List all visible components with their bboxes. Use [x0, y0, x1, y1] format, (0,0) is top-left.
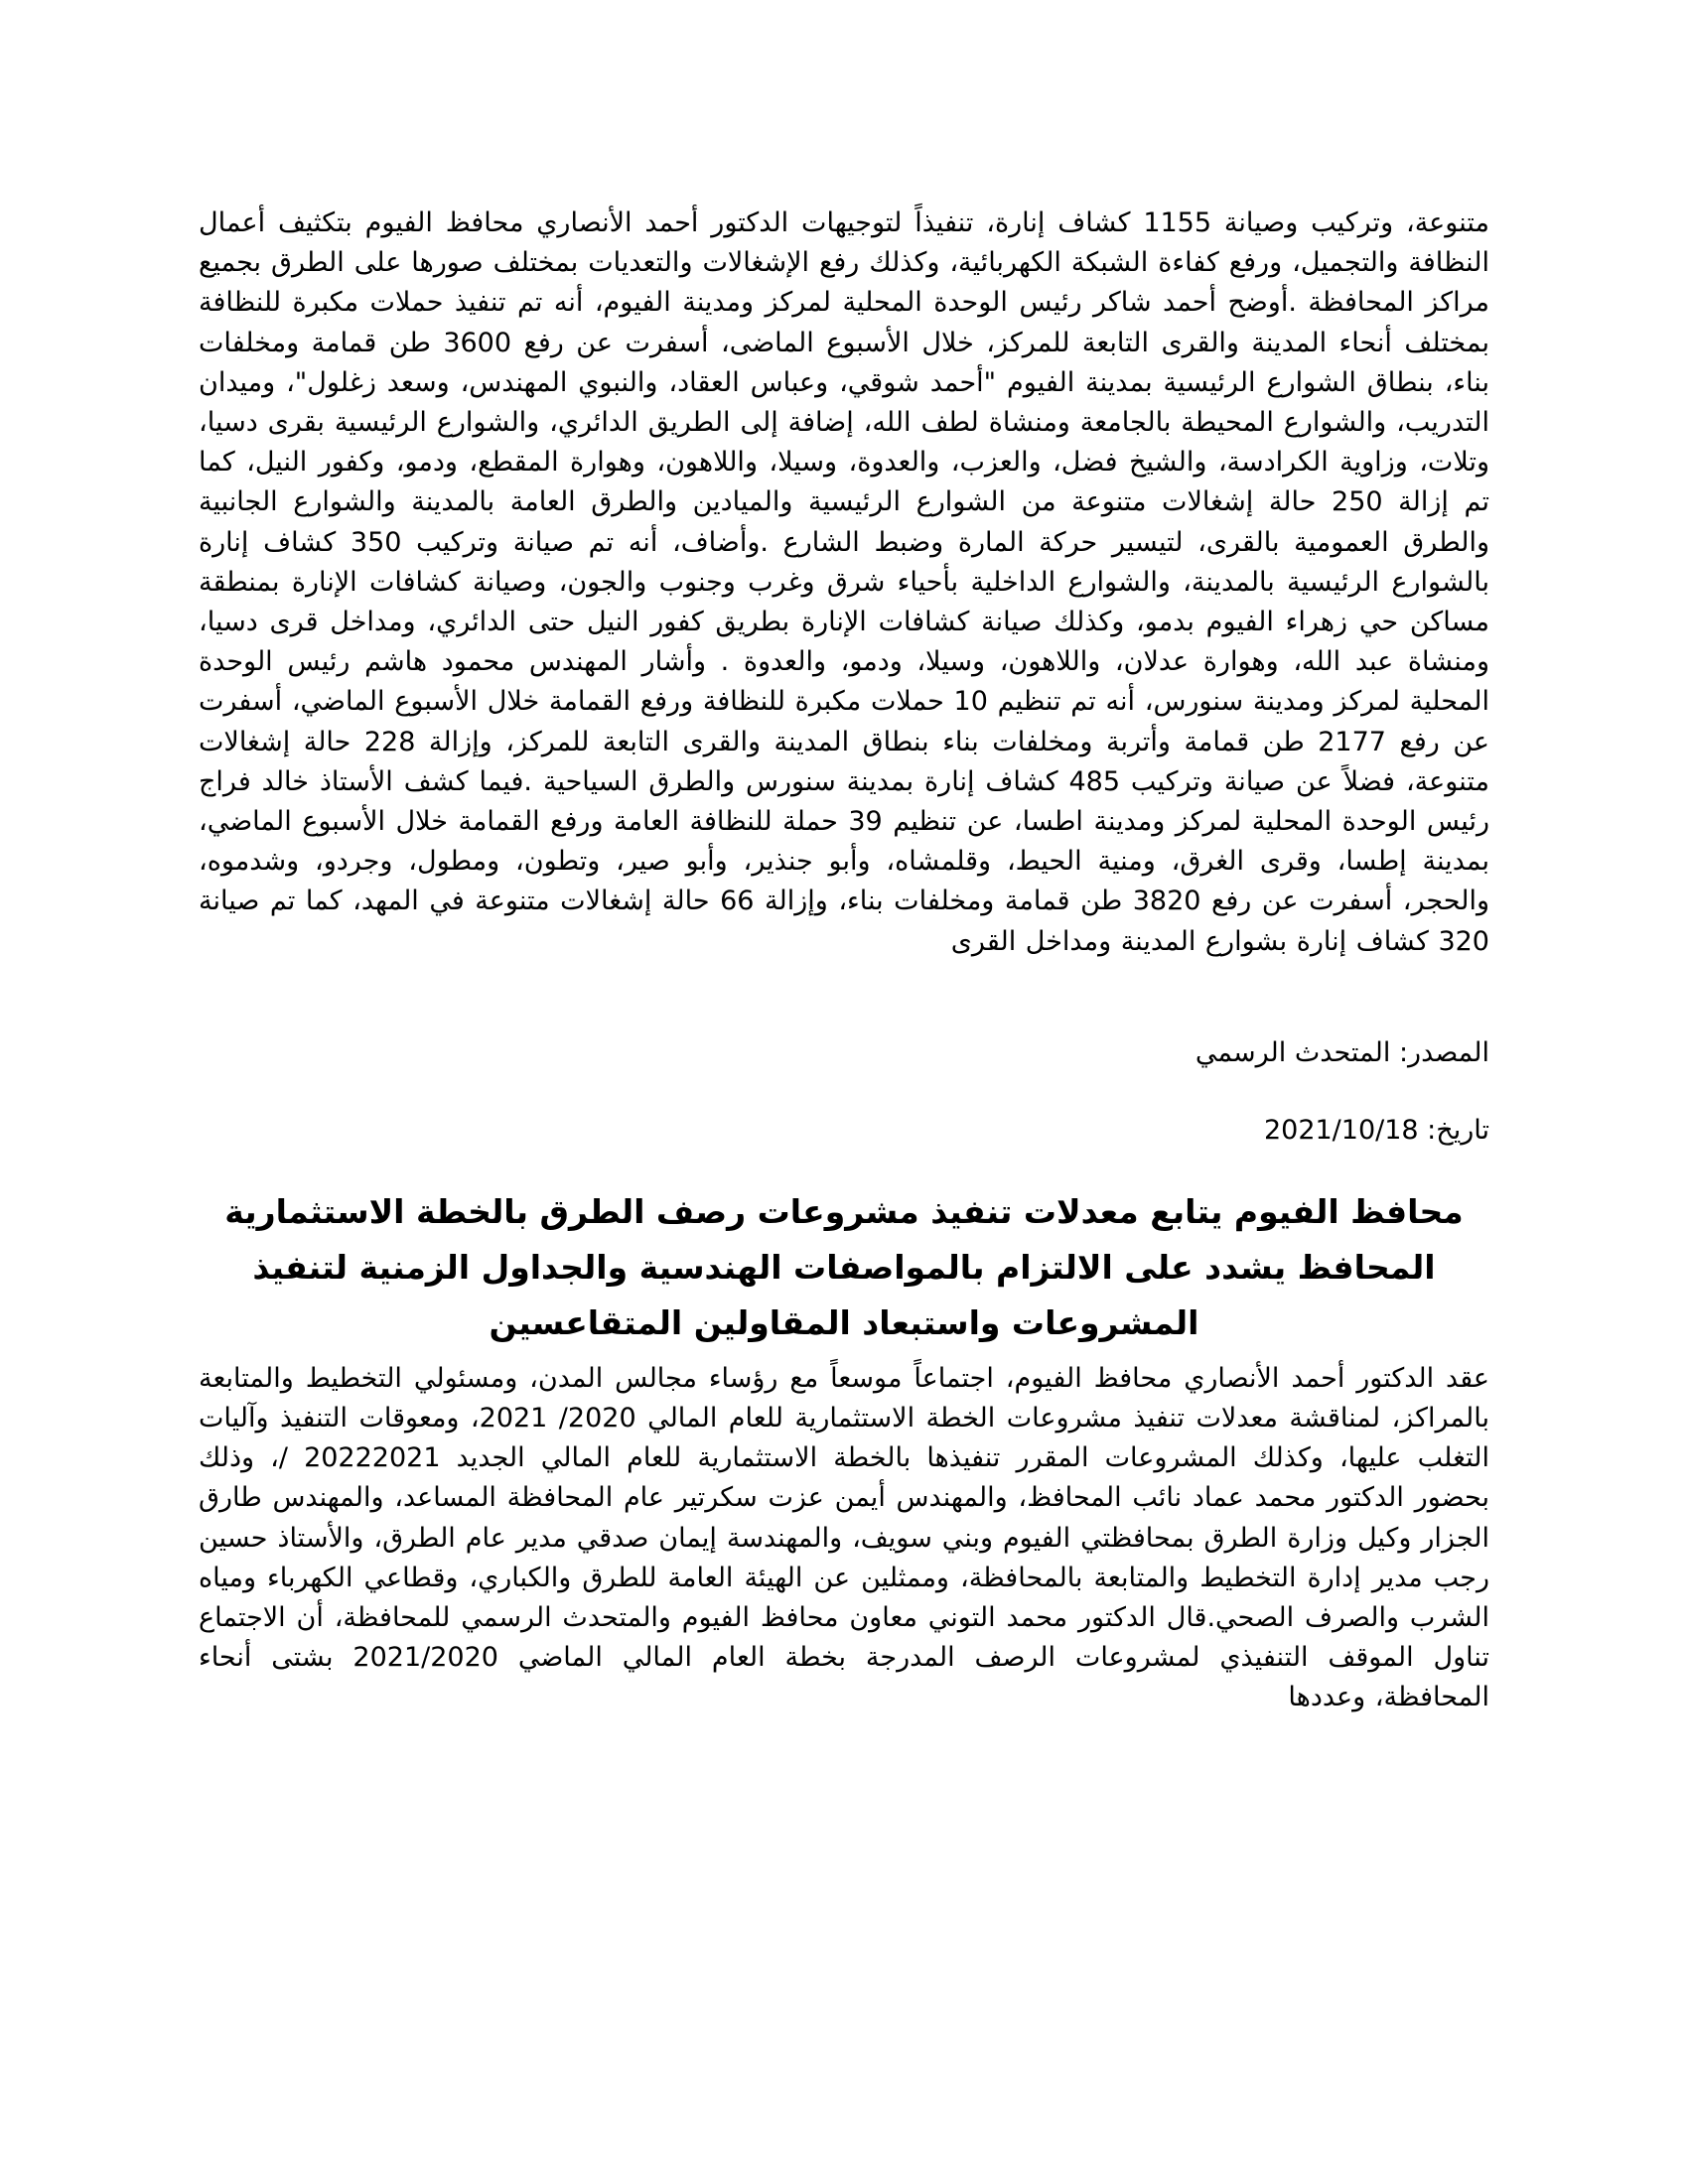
source-line: المصدر: المتحدث الرسمي — [1195, 1036, 1489, 1068]
article-headline — [199, 1184, 1489, 1351]
body-paragraph-1: متنوعة، وتركيب وصيانة 1155 كشاف إنارة، تنفيذاً لتوجيهات الدكتور أحمد الأنصاري محافظ الفيوم بتكثيف أعمال النظافة والتجميل، ورفع كفاءة الشبكة الكهربائية، وكذلك رفع الإشغالات والتعديات بمختلف صورها على الطرق بجميع مراكز المحافظة .أوضح أحمد شاكر رئيس الوحدة المحلية لمركز ومدينة الفيوم، أنه تم تنفيذ حملات مكبرة للنظافة بمختلف أنحاء المدينة والقرى التابعة للمركز، خلال الأسبوع الماضى، أسفرت عن رفع 3600 طن قمامة ومخلفات بناء، بنطاق الشوارع الرئيسية بمدينة الفيوم "أحمد شوقي، وعباس العقاد، والنبوي المهندس، وسعد زغلول"، وميدان التدريب، والشوارع المحيطة بالجامعة ومنشاة لطف الله، إضافة إلى الطريق الدائري، والشوارع الرئيسية بقرى دسيا، وتلات، وزاوية الكرادسة، والشيخ فضل، والعزب، والعدوة، وسيلا، واللاهون، وهوارة المقطع، ودمو، وكفور النيل، كما تم إزالة 250 حالة إشغالات متنوعة من الشوارع الرئيسية والميادين والطرق العامة بالمدينة والشوارع الجانبية والطرق العمومية بالقرى، لتيسير حركة المارة وضبط الشارع .وأضاف، أنه تم صيانة وتركيب 350 كشاف إنارة بالشوارع الرئيسية بالمدينة، والشوارع الداخلية بأحياء شرق وغرب وجنوب والجون، وصيانة كشافات الإنارة بمنطقة مساكن حي زهراء الفيوم بدمو، وكذلك صيانة كشافات الإنارة بطريق كفور النيل حتى الدائري، ومداخل قرى دسيا، ومنشاة عبد الله، وهوارة عدلان، واللاهون، وسيلا، ودمو، والعدوة . وأشار المهندس محمود هاشم رئيس الوحدة المحلية لمركز ومدينة سنورس، أنه تم تنظيم 10 حملات مكبرة للنظافة ورفع القمامة خلال الأسبوع الماضي، أسفرت عن رفع 2177 طن قمامة وأتربة ومخلفات بناء بنطاق المدينة والقرى التابعة للمركز، وإزالة 228 حالة إشغالات متنوعة، فضلاً عن صيانة وتركيب 485 كشاف إنارة بمدينة سنورس والطرق السياحية .فيما كشف الأستاذ خالد فراج رئيس الوحدة المحلية لمركز ومدينة اطسا، عن تنظيم 39 حملة للنظافة العامة ورفع القمامة خلال الأسبوع الماضي، بمدينة إطسا، وقرى الغرق، ومنية الحيط، وقلمشاه، وأبو جنذير، وأبو صير، وتطون، ومطول، وجردو، وشدموه، والحجر، أسفرت عن رفع 3820 طن قمامة ومخلفات بناء، وإزالة 66 حالة إشغالات متنوعة في المهد، كما تم صيانة 320 كشاف إنارة بشوارع المدينة ومداخل القرى — [199, 207, 1490, 957]
headline-line-2: المحافظ يشدد على الالتزام بالمواصفات الهندسية والجداول الزمنية لتنفيذ — [252, 1247, 1436, 1287]
date-line: تاريخ: 2021/10/18 — [1263, 1114, 1489, 1146]
headline-line-1: محافظ الفيوم يتابع معدلات تنفيذ مشروعات رصف الطرق بالخطة الاستثمارية — [224, 1191, 1464, 1231]
body-paragraph-2: عقد الدكتور أحمد الأنصاري محافظ الفيوم، اجتماعاً موسعاً مع رؤساء مجالس المدن، ومسئولي التخطيط والمتابعة بالمراكز، لمناقشة معدلات تنفيذ مشروعات الخطة الاستثمارية للعام المالي 2020/ 2021، ومعوقات التنفيذ وآليات التغلب عليها، وكذلك المشروعات المقرر تنفيذها بالخطة الاستثمارية للعام المالي الجديد 20222021 /، وذلك بحضور الدكتور محمد عماد نائب المحافظ، والمهندس أيمن عزت سكرتير عام المحافظة المساعد، والمهندس طارق الجزار وكيل وزارة الطرق بمحافظتي الفيوم وبني سويف، والمهندسة إيمان صدقي مدير عام الطرق، والأستاذ حسين رجب مدير إدارة التخطيط والمتابعة بالمحافظة، وممثلين عن الهيئة العامة للطرق والكباري، وقطاعي الكهرباء ومياه الشرب والصرف الصحي.قال الدكتور محمد التوني معاون محافظ الفيوم والمتحدث الرسمي للمحافظة، أن الاجتماع تناول الموقف التنفيذي لمشروعات الرصف المدرجة بخطة العام المالي الماضي 2021/2020 بشتى أنحاء المحافظة، وعددها — [199, 1362, 1489, 1713]
document-page — [199, 204, 1489, 1718]
headline-line-3: المشروعات واستبعاد المقاولين المتقاعسين — [489, 1302, 1199, 1342]
